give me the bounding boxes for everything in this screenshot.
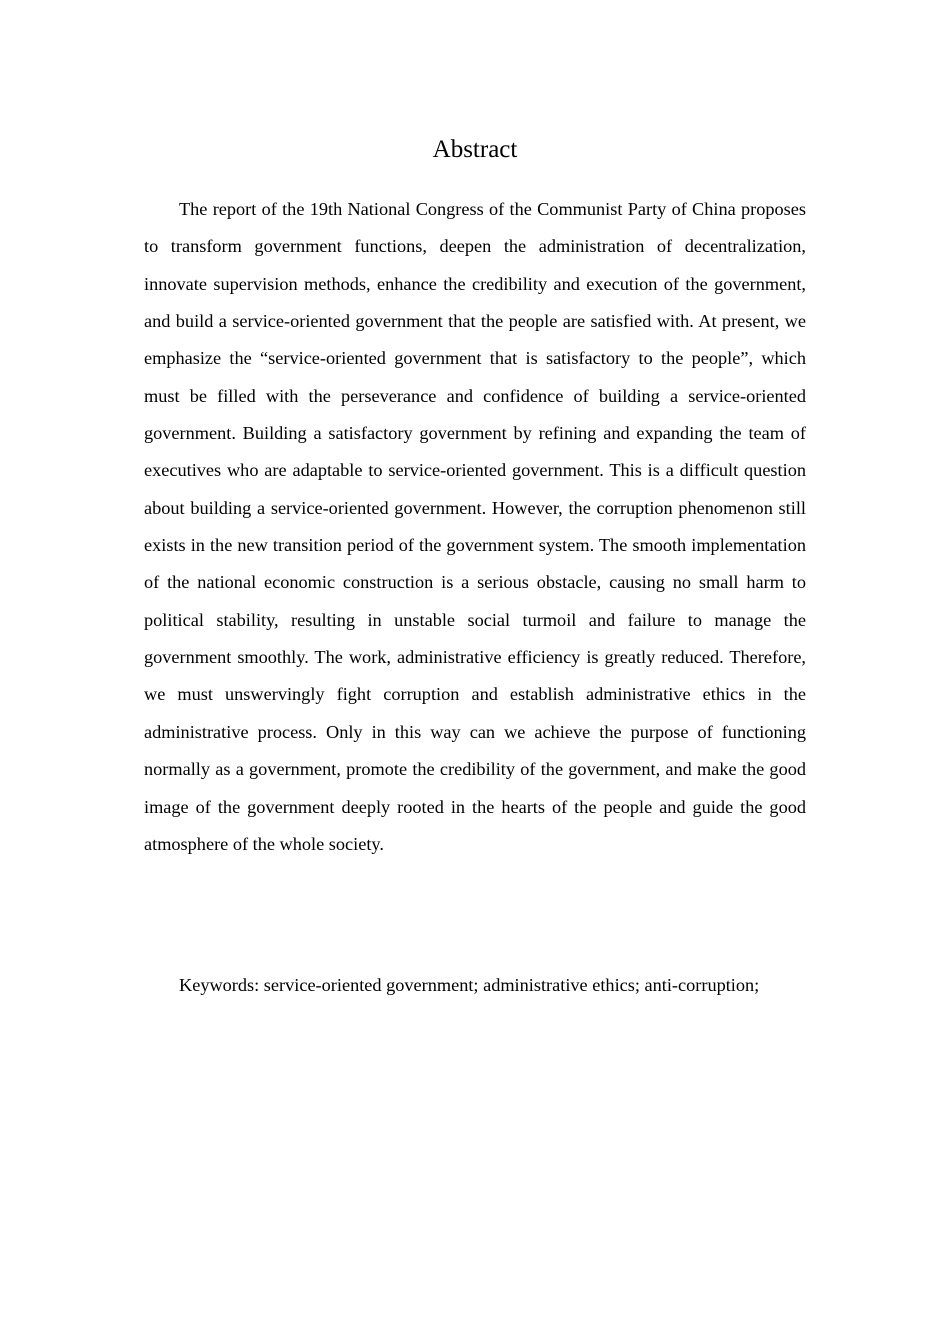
abstract-title: Abstract — [432, 136, 518, 163]
abstract-body: The report of the 19th National Congress of the Communist Party of China proposes to transform government functions, deepen the administration of decentralization, innovate supervision methods, enhance the credibility and execution of the government, and build a service-oriented government that the people are satisfied with. At present, we emphasize the “service-oriented government that is satisfactory to the people”, which must be filled with the perseverance and confidence of building a service-oriented government. Building a satisfactory government by refining and expanding the team of executives who are adaptable to service-oriented government. This is a difficult question about building a service-oriented government. However, the corruption phenomenon still exists in the new transition period of the government system. The smooth implementation of the national economic construction is a serious obstacle, causing no small harm to political stability, resulting in unstable social turmoil and failure to manage the government smoothly. The work, administrative efficiency is greatly reduced. Therefore, we must unswervingly fight corruption and establish administrative ethics in the administrative process. Only in this way can we achieve the purpose of functioning normally as a government, promote the credibility of the government, and make the good image of the government deeply rooted in the hearts of the people and guide the good atmosphere of the whole society. — [144, 199, 806, 854]
keywords-line: Keywords: service-oriented government; administrative ethics; anti-corruption; — [179, 975, 760, 995]
